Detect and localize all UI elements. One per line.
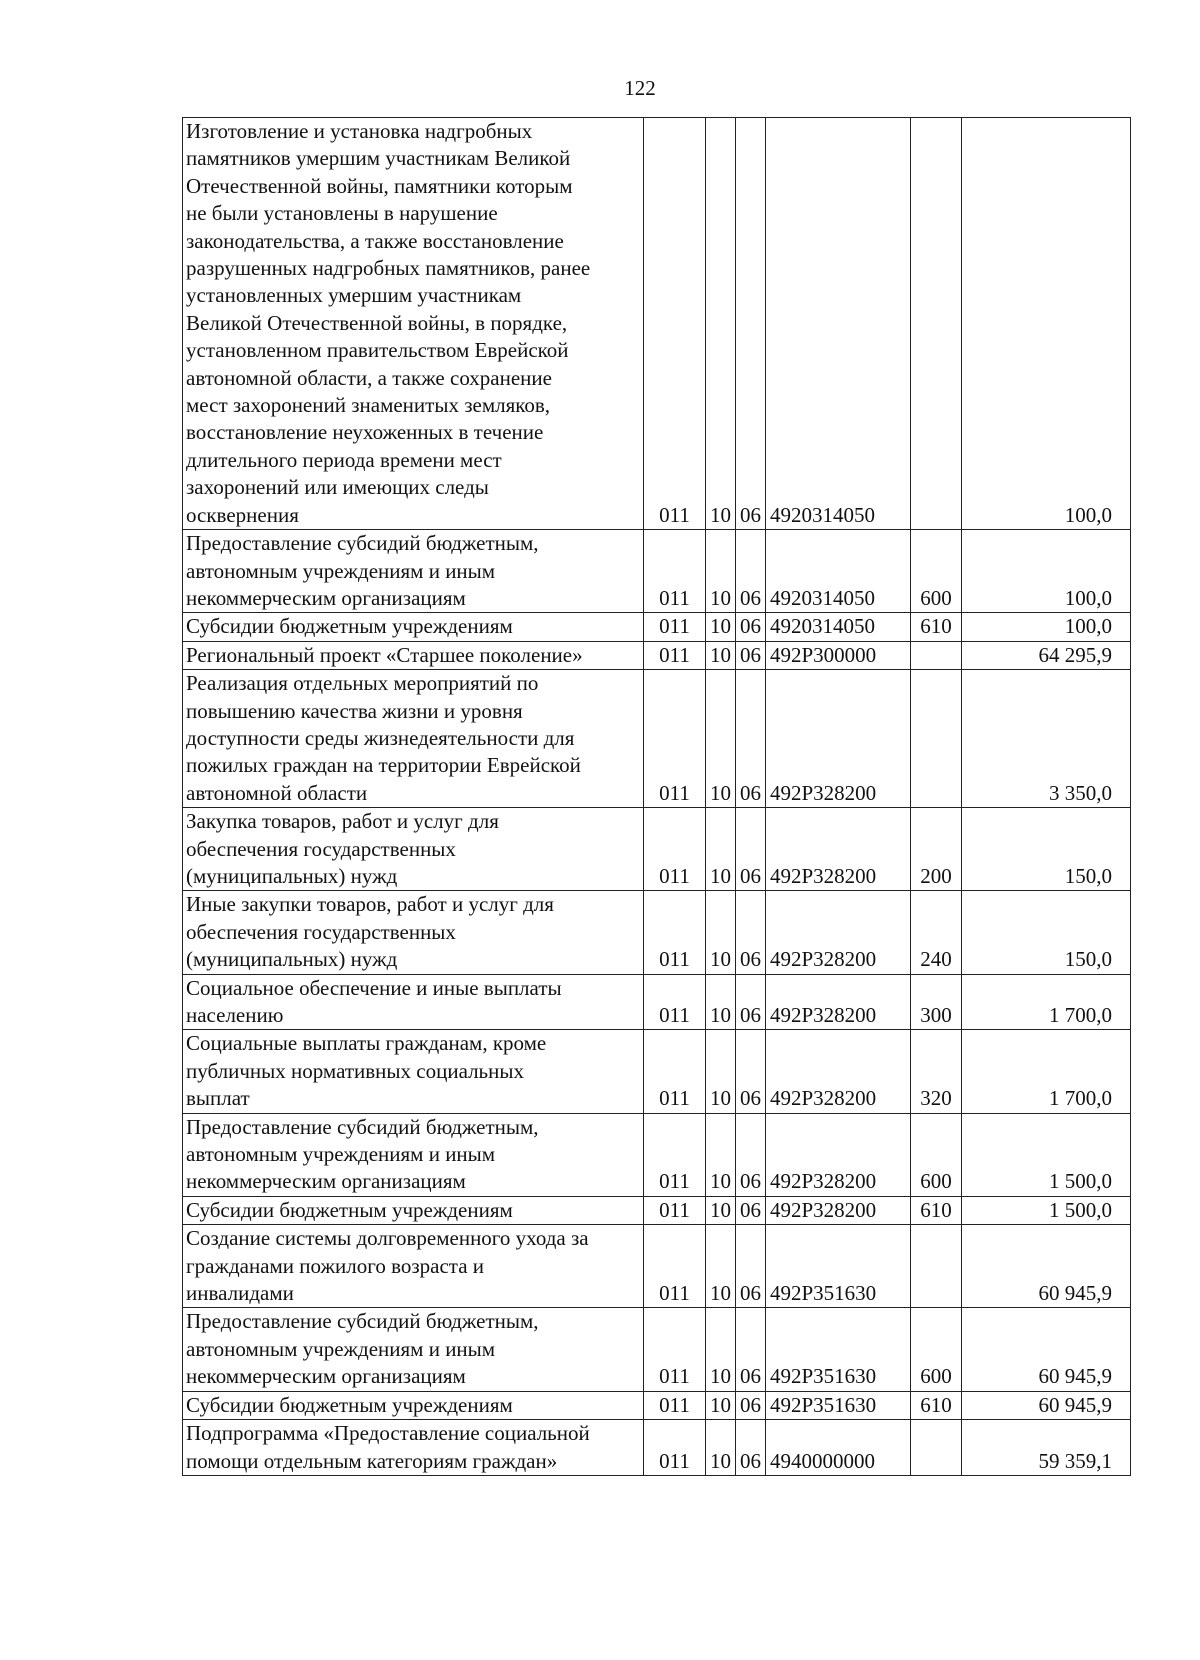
target-article-code: 492P328200 <box>766 1030 911 1113</box>
target-article-code: 492P328200 <box>766 1196 911 1224</box>
row-name-text: Социальное обеспечение и иные выплаты населению <box>186 975 562 1027</box>
ministry-code: 011 <box>644 1420 706 1476</box>
expense-type-code <box>911 670 962 808</box>
amount: 1 700,0 <box>962 974 1131 1030</box>
section-code: 10 <box>706 1196 736 1224</box>
expense-type-code <box>911 118 962 530</box>
amount: 60 945,9 <box>962 1308 1131 1391</box>
section-code: 10 <box>706 1420 736 1476</box>
row-name <box>183 530 644 613</box>
subsection-code: 06 <box>736 1391 766 1419</box>
section-code: 10 <box>706 891 736 974</box>
section-code: 10 <box>706 670 736 808</box>
subsection-code: 06 <box>736 670 766 808</box>
subsection-code: 06 <box>736 118 766 530</box>
amount: 3 350,0 <box>962 670 1131 808</box>
row-name-text: Реализация отдельных мероприятий по повышению качества жизни и уровня доступности среды жизнедеятельности для пожилых граждан на территории Еврейской автономной области <box>186 671 581 805</box>
amount: 59 359,1 <box>962 1420 1131 1476</box>
row-name <box>183 613 644 641</box>
amount: 60 945,9 <box>962 1391 1131 1419</box>
target-article-code: 492P328200 <box>766 891 911 974</box>
row-name-text: Предоставление субсидий бюджетным, автономным учреждениям и иным некоммерческим организациям <box>186 1114 539 1194</box>
target-article-code: 492P328200 <box>766 670 911 808</box>
expense-type-code: 610 <box>911 613 962 641</box>
ministry-code: 011 <box>644 1196 706 1224</box>
section-code: 10 <box>706 974 736 1030</box>
subsection-code: 06 <box>736 1030 766 1113</box>
row-name-text: Создание системы долговременного ухода за гражданами пожилого возраста и инвалидами <box>186 1226 589 1306</box>
subsection-code: 06 <box>736 1225 766 1308</box>
ministry-code: 011 <box>644 118 706 530</box>
ministry-code: 011 <box>644 530 706 613</box>
page-number: 122 <box>624 76 656 100</box>
amount: 1 500,0 <box>962 1113 1131 1196</box>
table-row <box>183 1391 1131 1419</box>
expense-type-code: 610 <box>911 1196 962 1224</box>
ministry-code: 011 <box>644 670 706 808</box>
ministry-code: 011 <box>644 641 706 669</box>
expense-type-code: 320 <box>911 1030 962 1113</box>
row-name-text: Предоставление субсидий бюджетным, автономным учреждениям и иным некоммерческим организациям <box>186 1309 539 1389</box>
subsection-code: 06 <box>736 1196 766 1224</box>
table-row <box>183 641 1131 669</box>
row-name-text: Социальные выплаты гражданам, кроме публичных нормативных социальных выплат <box>186 1031 547 1111</box>
table-row <box>183 530 1131 613</box>
target-article-code: 492P328200 <box>766 1113 911 1196</box>
expense-type-code: 200 <box>911 808 962 891</box>
subsection-code: 06 <box>736 1420 766 1476</box>
ministry-code: 011 <box>644 1113 706 1196</box>
row-name-text: Изготовление и установка надгробных памятников умершим участникам Великой Отечественной войны, памятники которым не были установлены в нарушение законодательства, а также восстановление разрушенных надгробных памятников, ранее установленных умершим участникам Великой Отечественной войны, в порядке, установленном правительством Еврейской автономной области, а также сохранение мест захоронений знаменитых земляков, восстановление неухоженных в течение длительного периода времени мест захоронений или имеющих следы осквернения <box>186 119 591 527</box>
subsection-code: 06 <box>736 974 766 1030</box>
expense-type-code <box>911 1225 962 1308</box>
ministry-code: 011 <box>644 1391 706 1419</box>
amount: 150,0 <box>962 808 1131 891</box>
expense-type-code: 300 <box>911 974 962 1030</box>
amount: 60 945,9 <box>962 1225 1131 1308</box>
amount: 100,0 <box>962 118 1131 530</box>
table-row <box>183 670 1131 808</box>
table-row <box>183 613 1131 641</box>
subsection-code: 06 <box>736 641 766 669</box>
section-code: 10 <box>706 1308 736 1391</box>
table-row <box>183 891 1131 974</box>
row-name <box>183 1225 644 1308</box>
expense-type-code: 240 <box>911 891 962 974</box>
target-article-code: 492P328200 <box>766 808 911 891</box>
budget-table <box>182 117 1131 1476</box>
amount: 1 700,0 <box>962 1030 1131 1113</box>
row-name-text: Субсидии бюджетным учреждениям <box>186 614 513 639</box>
row-name <box>183 1391 644 1419</box>
target-article-code: 492P300000 <box>766 641 911 669</box>
subsection-code: 06 <box>736 1308 766 1391</box>
table-row <box>183 1030 1131 1113</box>
row-name <box>183 974 644 1030</box>
table-row <box>183 1225 1131 1308</box>
amount: 1 500,0 <box>962 1196 1131 1224</box>
table-row <box>183 974 1131 1030</box>
target-article-code: 492P328200 <box>766 974 911 1030</box>
table-row <box>183 1308 1131 1391</box>
row-name-text: Иные закупки товаров, работ и услуг для обеспечения государственных (муниципальных) нужд <box>186 892 554 972</box>
row-name <box>183 891 644 974</box>
row-name <box>183 670 644 808</box>
section-code: 10 <box>706 808 736 891</box>
expense-type-code: 600 <box>911 1308 962 1391</box>
row-name-text: Закупка товаров, работ и услуг для обеспечения государственных (муниципальных) нужд <box>186 809 499 888</box>
row-name-text: Субсидии бюджетным учреждениям <box>186 1197 513 1222</box>
ministry-code: 011 <box>644 808 706 891</box>
table-row <box>183 1420 1131 1476</box>
ministry-code: 011 <box>644 1030 706 1113</box>
target-article-code: 492P351630 <box>766 1391 911 1419</box>
row-name <box>183 118 644 530</box>
row-name <box>183 1420 644 1476</box>
ministry-code: 011 <box>644 891 706 974</box>
target-article-code: 4920314050 <box>766 613 911 641</box>
row-name <box>183 808 644 891</box>
section-code: 10 <box>706 1030 736 1113</box>
target-article-code: 492P351630 <box>766 1308 911 1391</box>
ministry-code: 011 <box>644 974 706 1030</box>
table-row <box>183 1196 1131 1224</box>
amount: 150,0 <box>962 891 1131 974</box>
ministry-code: 011 <box>644 1308 706 1391</box>
row-name <box>183 1196 644 1224</box>
subsection-code: 06 <box>736 1113 766 1196</box>
section-code: 10 <box>706 1225 736 1308</box>
row-name <box>183 1113 644 1196</box>
row-name-text: Субсидии бюджетным учреждениям <box>186 1392 513 1417</box>
table-row <box>183 118 1131 530</box>
amount: 100,0 <box>962 530 1131 613</box>
section-code: 10 <box>706 1391 736 1419</box>
budget-table-body <box>183 118 1131 1476</box>
section-code: 10 <box>706 118 736 530</box>
expense-type-code: 600 <box>911 1113 962 1196</box>
section-code: 10 <box>706 641 736 669</box>
row-name-text: Региональный проект «Старшее поколение» <box>186 642 583 667</box>
table-row <box>183 1113 1131 1196</box>
row-name <box>183 1308 644 1391</box>
subsection-code: 06 <box>736 613 766 641</box>
row-name <box>183 641 644 669</box>
row-name-text: Предоставление субсидий бюджетным, автономным учреждениям и иным некоммерческим организациям <box>186 531 539 610</box>
section-code: 10 <box>706 530 736 613</box>
section-code: 10 <box>706 1113 736 1196</box>
target-article-code: 4940000000 <box>766 1420 911 1476</box>
ministry-code: 011 <box>644 1225 706 1308</box>
expense-type-code <box>911 1420 962 1476</box>
table-row <box>183 808 1131 891</box>
expense-type-code <box>911 641 962 669</box>
expense-type-code: 610 <box>911 1391 962 1419</box>
expense-type-code: 600 <box>911 530 962 613</box>
row-name <box>183 1030 644 1113</box>
section-code: 10 <box>706 613 736 641</box>
target-article-code: 4920314050 <box>766 530 911 613</box>
row-name-text: Подпрограмма «Предоставление социальной помощи отдельным категориям граждан» <box>186 1421 590 1473</box>
subsection-code: 06 <box>736 530 766 613</box>
ministry-code: 011 <box>644 613 706 641</box>
subsection-code: 06 <box>736 891 766 974</box>
amount: 64 295,9 <box>962 641 1131 669</box>
target-article-code: 4920314050 <box>766 118 911 530</box>
amount: 100,0 <box>962 613 1131 641</box>
target-article-code: 492P351630 <box>766 1225 911 1308</box>
subsection-code: 06 <box>736 808 766 891</box>
